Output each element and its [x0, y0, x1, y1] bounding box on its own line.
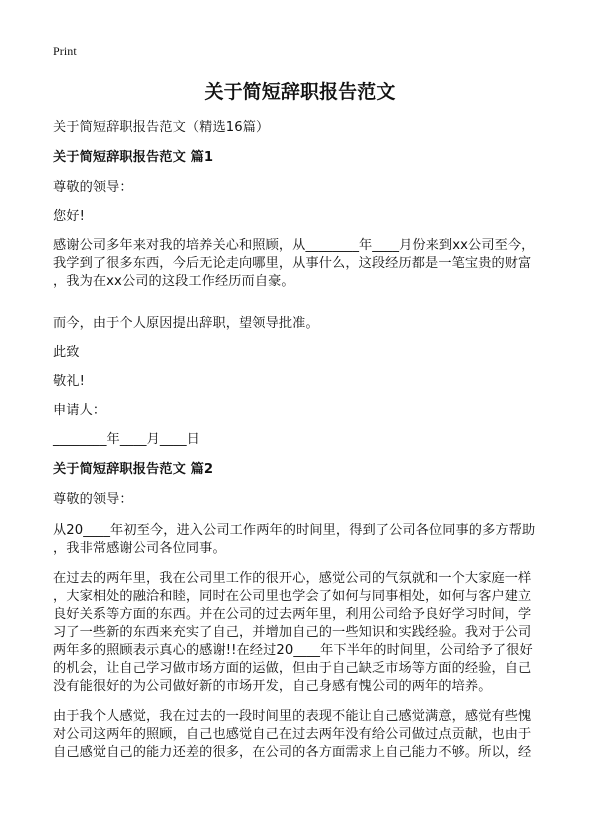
- text-line: 尊敬的领导：: [53, 492, 133, 507]
- text-line: 自己感觉自己的能力还差的很多，在公司的各方面需求上自己能力不够。所以，经: [53, 745, 532, 760]
- text-line: 此致: [53, 345, 80, 360]
- text-line: ，我非常感谢公司各位同事。: [53, 541, 226, 556]
- text-line: 感谢公司多年来对我的培养关心和照顾，从________年____月份来到xx公司至今，: [53, 238, 535, 253]
- text-line: 申请人：: [53, 403, 107, 418]
- text-line: 对公司这两年的照顾，自己也感觉自己在过去两年没有给公司做过点贡献，也由于: [53, 727, 532, 742]
- print-link[interactable]: Print: [53, 44, 77, 58]
- subtitle: 关于简短辞职报告范文（精选16篇）: [53, 120, 270, 135]
- text-line: 两年多的照顾表示真心的感谢!!在经过20____年下半年的时间里，公司给予了很好: [53, 643, 533, 658]
- text-line: 您好!: [53, 209, 85, 224]
- text-line: 的机会，让自己学习做市场方面的运做，但由于自己缺乏市场等方面的经验，自己: [53, 661, 532, 676]
- text-line: ________年____月____日: [53, 432, 200, 447]
- text-line: 在过去的两年里，我在公司里工作的很开心，感觉公司的气氛就和一个大家庭一样: [53, 571, 532, 586]
- text-line: 习了一些新的东西来充实了自己，并增加自己的一些知识和实践经验。我对于公司: [53, 625, 532, 640]
- text-line: 而今，由于个人原因提出辞职，望领导批准。: [53, 316, 319, 331]
- text-line: 敬礼!: [53, 374, 85, 389]
- section-heading: 关于简短辞职报告范文 篇1: [53, 150, 214, 165]
- text-line: 我学到了很多东西，今后无论走向哪里，从事什么，这段经历都是一笔宝贵的财富: [53, 256, 532, 271]
- text-line: ，大家相处的融洽和睦，同时在公司里也学会了如何与同事相处，如何与客户建立: [53, 589, 532, 604]
- page-title: 关于简短辞职报告范文: [204, 81, 396, 103]
- text-line: 尊敬的领导：: [53, 180, 133, 195]
- text-line: 良好关系等方面的东西。并在公司的过去两年里，利用公司给予良好学习时间，学: [53, 607, 532, 622]
- text-line: 从20____年初至今，进入公司工作两年的时间里，得到了公司各位同事的多方帮助: [53, 523, 536, 538]
- text-line: ，我为在xx公司的这段工作经历而自豪。: [53, 274, 295, 289]
- section-heading: 关于简短辞职报告范文 篇2: [53, 462, 214, 477]
- text-line: 由于我个人感觉，我在过去的一段时间里的表现不能让自己感觉满意，感觉有些愧: [53, 709, 532, 724]
- text-line: 没有能很好的为公司做好新的市场开发，自己身感有愧公司的两年的培养。: [53, 679, 492, 694]
